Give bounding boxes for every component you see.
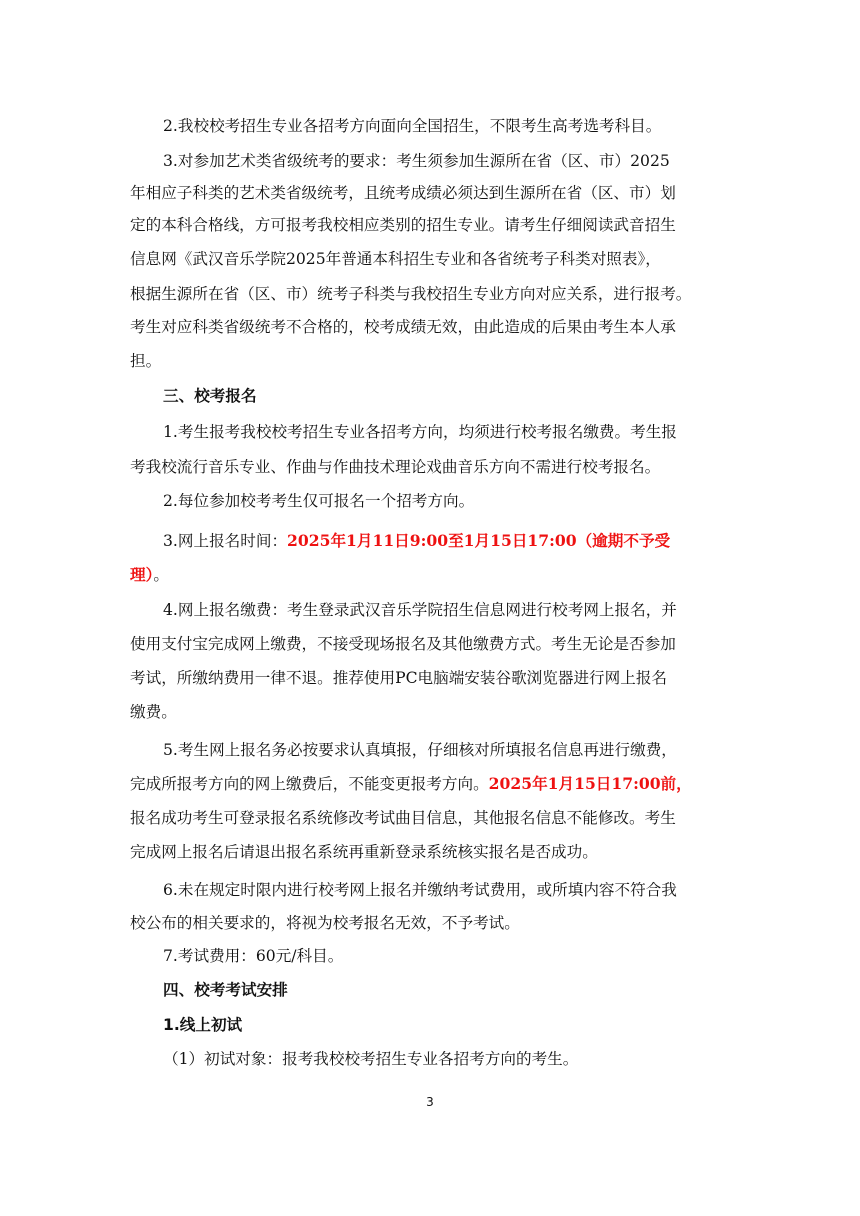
paragraph-line: 7.考试费用：60元/科目。 <box>163 947 344 965</box>
paragraph-line: （1）初试对象：报考我校校考招生专业各招考方向的考生。 <box>163 1050 579 1068</box>
paragraph-line: 5.考生网上报名务必按要求认真填报，仔细核对所填报名信息再进行缴费， <box>163 741 677 759</box>
section-heading: 三、校考报名 <box>163 387 257 405</box>
line-text: 。 <box>153 566 169 584</box>
paragraph-line: 3.对参加艺术类省级统考的要求：考生须参加生源所在省（区、市）2025 <box>163 152 670 170</box>
subsection-heading: 1.线上初试 <box>163 1016 243 1034</box>
highlight-text: 理） <box>130 565 154 584</box>
paragraph-line: 根据生源所在省（区、市）统考子科类与我校招生专业方向对应关系，进行报考。 <box>130 285 692 303</box>
paragraph-line: 校公布的相关要求的，将视为校考报名无效，不予考试。 <box>130 914 520 932</box>
paragraph-line <box>163 531 670 551</box>
paragraph-line: 年相应子科类的艺术类省级统考，且统考成绩必须达到生源所在省（区、市）划 <box>130 184 676 202</box>
paragraph-line: 报名成功考生可登录报名系统修改考试曲目信息，其他报名信息不能修改。考生 <box>130 809 676 827</box>
paragraph-line: 定的本科合格线，方可报考我校相应类别的招生专业。请考生仔细阅读武音招生 <box>130 216 676 234</box>
paragraph-line: 考试，所缴纳费用一律不退。推荐使用PC电脑端安装谷歌浏览器进行网上报名 <box>130 669 668 687</box>
section-heading: 四、校考考试安排 <box>163 981 288 999</box>
paragraph-line: 信息网《武汉音乐学院2025年普通本科招生专业和各省统考子科类对照表》， <box>130 250 661 268</box>
paragraph-line: 考我校流行音乐专业、作曲与作曲技术理论戏曲音乐方向不需进行校考报名。 <box>130 458 661 476</box>
paragraph-line: 4.网上报名缴费：考生登录武汉音乐学院招生信息网进行校考网上报名，并 <box>163 601 677 619</box>
paragraph-line: 缴费。 <box>130 703 177 721</box>
paragraph-line: 考生对应科类省级统考不合格的，校考成绩无效，由此造成的后果由考生本人承 <box>130 318 676 336</box>
highlight-text: 2025年1月11日9:00至1月15日17:00（逾期不予受 <box>287 531 671 550</box>
paragraph-line <box>130 774 692 794</box>
paragraph-line: 担。 <box>130 352 162 370</box>
paragraph-line: 1.考生报考我校校考招生专业各招考方向，均须进行校考报名缴费。考生报 <box>163 423 677 441</box>
paragraph-line: 6.未在规定时限内进行校考网上报名并缴纳考试费用，或所填内容不符合我 <box>163 881 677 899</box>
paragraph-line: 完成网上报名后请退出报名系统再重新登录系统核实报名是否成功。 <box>130 843 598 861</box>
line-text: 3.网上报名时间： <box>163 532 288 550</box>
page-number: 3 <box>426 1095 434 1109</box>
highlight-text: 2025年1月15日17:00前， <box>488 774 692 793</box>
paragraph-line: 2.我校校考招生专业各招考方向面向全国招生，不限考生高考选考科目。 <box>163 117 662 135</box>
paragraph-line <box>130 565 169 585</box>
paragraph-line: 使用支付宝完成网上缴费，不接受现场报名及其他缴费方式。考生无论是否参加 <box>130 635 676 653</box>
paragraph-line: 2.每位参加校考考生仅可报名一个招考方向。 <box>163 492 475 510</box>
line-text: 完成所报考方向的网上缴费后，不能变更报考方向。 <box>130 775 489 793</box>
